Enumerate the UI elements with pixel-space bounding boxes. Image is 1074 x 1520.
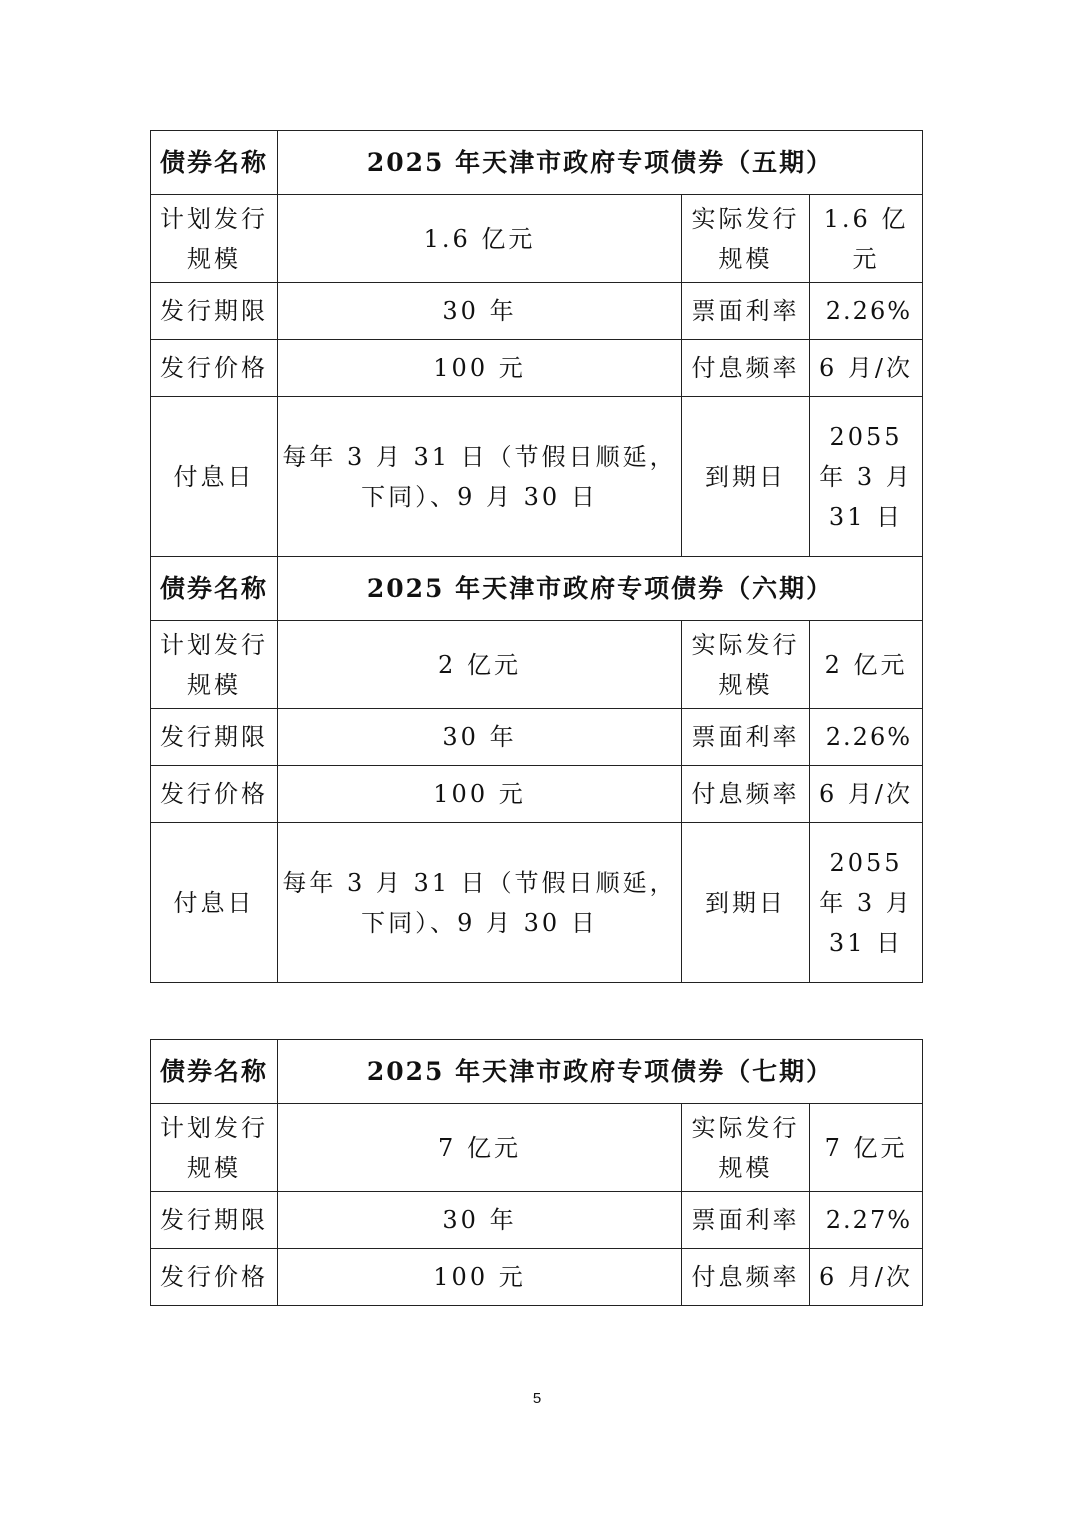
pay-date-value: 每年 3 月 31 日（节假日顺延，下同）、9 月 30 日 — [278, 397, 682, 557]
rate-value: 2.26% — [810, 283, 923, 340]
plan-size-label: 计划发行规模 — [151, 621, 278, 709]
term-label: 发行期限 — [151, 709, 278, 766]
table-row — [151, 621, 923, 709]
bond-name-label: 债券名称 — [151, 557, 278, 621]
table-row — [151, 709, 923, 766]
price-value: 100 元 — [278, 766, 682, 823]
actual-size-value: 1.6 亿元 — [810, 195, 923, 283]
bond-name: 2025 年天津市政府专项债券（七期） — [278, 1040, 923, 1104]
frequency-value: 6 月/次 — [810, 1249, 923, 1306]
bond-name: 2025 年天津市政府专项债券（六期） — [278, 557, 923, 621]
price-value: 100 元 — [278, 340, 682, 397]
table-row — [151, 131, 923, 195]
plan-size-label: 计划发行规模 — [151, 1104, 278, 1192]
table-row — [151, 397, 923, 557]
pay-date-label: 付息日 — [151, 823, 278, 983]
pay-date-label: 付息日 — [151, 397, 278, 557]
table-row — [151, 340, 923, 397]
bond-name: 2025 年天津市政府专项债券（五期） — [278, 131, 923, 195]
table-row — [151, 766, 923, 823]
table-row — [151, 1104, 923, 1192]
maturity-value: 2055 年 3 月 31 日 — [810, 397, 923, 557]
rate-label: 票面利率 — [682, 283, 810, 340]
bond-table-1 — [150, 130, 923, 983]
actual-size-label: 实际发行规模 — [682, 195, 810, 283]
frequency-label: 付息频率 — [682, 766, 810, 823]
bond-name-label: 债券名称 — [151, 131, 278, 195]
rate-label: 票面利率 — [682, 709, 810, 766]
plan-size-value: 1.6 亿元 — [278, 195, 682, 283]
page-number: 5 — [532, 1390, 542, 1407]
frequency-label: 付息频率 — [682, 340, 810, 397]
frequency-value: 6 月/次 — [810, 340, 923, 397]
price-value: 100 元 — [278, 1249, 682, 1306]
actual-size-label: 实际发行规模 — [682, 621, 810, 709]
pay-date-value: 每年 3 月 31 日（节假日顺延，下同）、9 月 30 日 — [278, 823, 682, 983]
actual-size-value: 2 亿元 — [810, 621, 923, 709]
term-label: 发行期限 — [151, 1192, 278, 1249]
table-row — [151, 1249, 923, 1306]
table-row — [151, 1192, 923, 1249]
bond-name-label: 债券名称 — [151, 1040, 278, 1104]
table-row — [151, 1040, 923, 1104]
maturity-label: 到期日 — [682, 397, 810, 557]
maturity-label: 到期日 — [682, 823, 810, 983]
term-value: 30 年 — [278, 709, 682, 766]
price-label: 发行价格 — [151, 1249, 278, 1306]
plan-size-label: 计划发行规模 — [151, 195, 278, 283]
plan-size-value: 7 亿元 — [278, 1104, 682, 1192]
rate-value: 2.26% — [810, 709, 923, 766]
term-value: 30 年 — [278, 283, 682, 340]
table-row — [151, 195, 923, 283]
plan-size-value: 2 亿元 — [278, 621, 682, 709]
term-value: 30 年 — [278, 1192, 682, 1249]
table-row — [151, 283, 923, 340]
bond-table-2 — [150, 1039, 923, 1306]
maturity-value: 2055 年 3 月 31 日 — [810, 823, 923, 983]
frequency-label: 付息频率 — [682, 1249, 810, 1306]
actual-size-label: 实际发行规模 — [682, 1104, 810, 1192]
table-row — [151, 823, 923, 983]
term-label: 发行期限 — [151, 283, 278, 340]
price-label: 发行价格 — [151, 340, 278, 397]
rate-label: 票面利率 — [682, 1192, 810, 1249]
price-label: 发行价格 — [151, 766, 278, 823]
table-row — [151, 557, 923, 621]
frequency-value: 6 月/次 — [810, 766, 923, 823]
actual-size-value: 7 亿元 — [810, 1104, 923, 1192]
rate-value: 2.27% — [810, 1192, 923, 1249]
